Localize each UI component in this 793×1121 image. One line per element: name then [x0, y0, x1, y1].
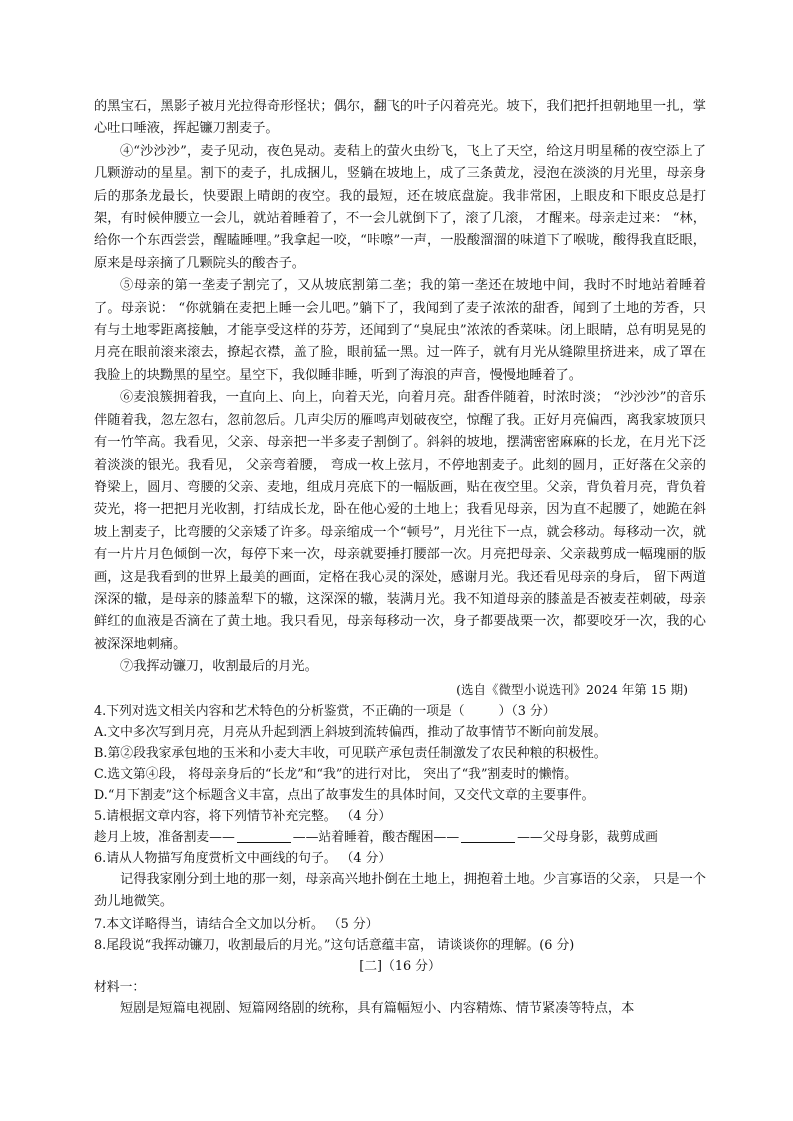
question-8: 8.尾段说“我挥动镰刀，收割最后的月光。”这句话意蕴丰富， 请谈谈你的理解。(6 分) — [94, 937, 575, 953]
question-4 — [94, 701, 706, 722]
material-1-text: 短剧是短篇电视剧、短篇网络剧的统称，具有篇幅短小、内容精炼、情节紧凑等特点，本 — [120, 1000, 635, 1016]
question-4-option-a: A.文中多次写到月亮，月亮从升起到洒上斜坡到流转偏西，推动了故事情节不断向前发展。 — [94, 724, 607, 740]
plot-step-b: ——站着睡着，酸杏醒困—— — [292, 829, 460, 845]
question-5: 5.请根据文章内容，将下列情节补充完整。 （4 分） — [94, 808, 392, 824]
material-1-label: 材料一： — [94, 979, 146, 995]
passage-source: (选自《微型小说选刊》2024 年第 15 期) — [456, 681, 688, 697]
question-5-plot-chain — [94, 827, 706, 848]
passage-paragraph-5: ⑤母亲的第一垄麦子割完了，又从坡底割第二垄；我的第一垄还在坡地中间，我时不时地站着睡着了。母亲说： “你就躺在麦把上睡一会儿吧。”躺下了，我闻到了麦子浓浓的甜香，闻到了土地的芳香，只有与土地零距离接触，才能享受这样的芬芳，还闻到了“臭屁虫”浓浓的香菜味。闭上眼睛，总有明晃晃的月亮在眼前滚来滚去，撩起衣襟，盖了脸，眼前猛一黑。过一阵子，就有月光从缝隙里挤进来，成了罩在我脸上的块黝黑的星空。星空下，我似睡非睡，听到了海浪的声音，慢慢地睡着了。 — [94, 278, 706, 383]
plot-step-a: 趁月上坡，准备割麦—— — [94, 829, 235, 845]
question-4-stem: 4.下列对选文相关内容和艺术特色的分析鉴赏，不正确的一项是（ — [94, 703, 465, 719]
plot-step-c: ——父母身影，裁剪成画 — [517, 829, 658, 845]
section-2-heading: [二]（16 分） — [359, 958, 441, 974]
document-page — [94, 96, 706, 1020]
plot-blank-1 — [237, 828, 291, 843]
question-7: 7.本文详略得当，请结合全文加以分析。 （5 分） — [94, 916, 379, 932]
plot-blank-2 — [461, 828, 515, 843]
question-4-option-c: C.选文第④段， 将母亲身后的“长龙”和“我”的进行对比， 突出了“我”割麦时的懒惰。 — [94, 766, 578, 782]
question-4-option-b: B.第②段我家承包地的玉米和小麦大丰收，可见联产承包责任制激发了农民种粮的积极性。 — [94, 745, 607, 761]
question-4-score: ）（3 分） — [498, 703, 556, 719]
passage-paragraph-6: ⑥麦浪簇拥着我，一直向上、向上，向着天光，向着月亮。甜香伴随着，时浓时淡； “沙沙沙”的音乐伴随着我，忽左忽右，忽前忽后。几声尖厉的雁鸣声划破夜空，惊醒了我。正好月亮偏西，离我家坡顶只有一竹竿高。我看见，父亲、母亲把一半多麦子割倒了。斜斜的坡地，摆满密密麻麻的长龙，在月光下泛着淡淡的银光。我看见， 父亲弯着腰， 弯成一枚上弦月，不停地割麦子。此刻的圆月，正好落在父亲的脊梁上，圆月、弯腰的父亲、麦地，组成月亮底下的一幅版画，贴在夜空里。父亲，背负着月亮，背负着荧光，将一把把月光收割，打结成长龙，卧在他心爱的土地上；我看见母亲，因为直不起腰了，她跪在斜坡上割麦子，比弯腰的父亲矮了许多。母亲缩成一个“顿号”，月光往下一点，就会移动。每移动一次，就有一片片月色倾倒一次，每停下来一次，母亲就要捶打腰部一次。月亮把母亲、父亲裁剪成一幅瑰丽的版画，这是我看到的世界上最美的画面，定格在我心灵的深处，感谢月光。我还看见母亲的身后， 留下两道深深的辙，是母亲的膝盖犁下的辙，这深深的辙，装满月光。我不知道母亲的膝盖是否被麦茬刺破，母亲鲜红的血液是否滴在了黄土地。我只看见，母亲每移动一次，身子都要战栗一次，都要咬牙一次，我的心被深深地刺痛。 — [94, 390, 706, 652]
question-4-option-d: D.“月下割麦”这个标题含义丰富，点出了故事发生的具体时间，又交代文章的主要事件。 — [94, 787, 595, 803]
passage-paragraph-4: ④“沙沙沙”，麦子见动，夜色晃动。麦秸上的萤火虫纷飞，飞上了天空，给这月明星稀的夜空添上了几颗游动的星星。割下的麦子，扎成捆儿，竖躺在坡地上，成了三条黄龙，浸泡在淡淡的月光里，母亲身后的那条龙最长，快要跟上晴朗的夜空。我的最短，还在坡底盘旋。我非常困，上眼皮和下眼皮总是打架，有时候伸腰立一会儿，就站着睡着了，不一会儿就倒下了，滚了几滚， 才醒来。母亲走过来： “林，给你一个东西尝尝，醒瞌睡哩。”我拿起一咬，“咔嚓”一声，一股酸溜溜的味道下了喉咙，酸得我直眨眼，原来是母亲摘了几颗院头的酸杏子。 — [94, 143, 706, 271]
question-6: 6.请从人物描写角度赏析文中画线的句子。 （4 分） — [94, 850, 392, 866]
passage-paragraph-7: ⑦我挥动镰刀，收割最后的月光。 — [120, 659, 318, 675]
passage-paragraph-3-continued: 的黑宝石，黑影子被月光拉得奇形怪状；偶尔，翻飞的叶子闪着亮光。坡下，我们把扦担朝地里一扎，掌心吐口唾液，挥起镰刀割麦子。 — [94, 99, 706, 137]
question-6-quote: 记得我家刚分到土地的那一刻，母亲高兴地扑倒在土地上，拥抱着土地。少言寡语的父亲， 只是一个劲儿地微笑。 — [94, 871, 706, 910]
